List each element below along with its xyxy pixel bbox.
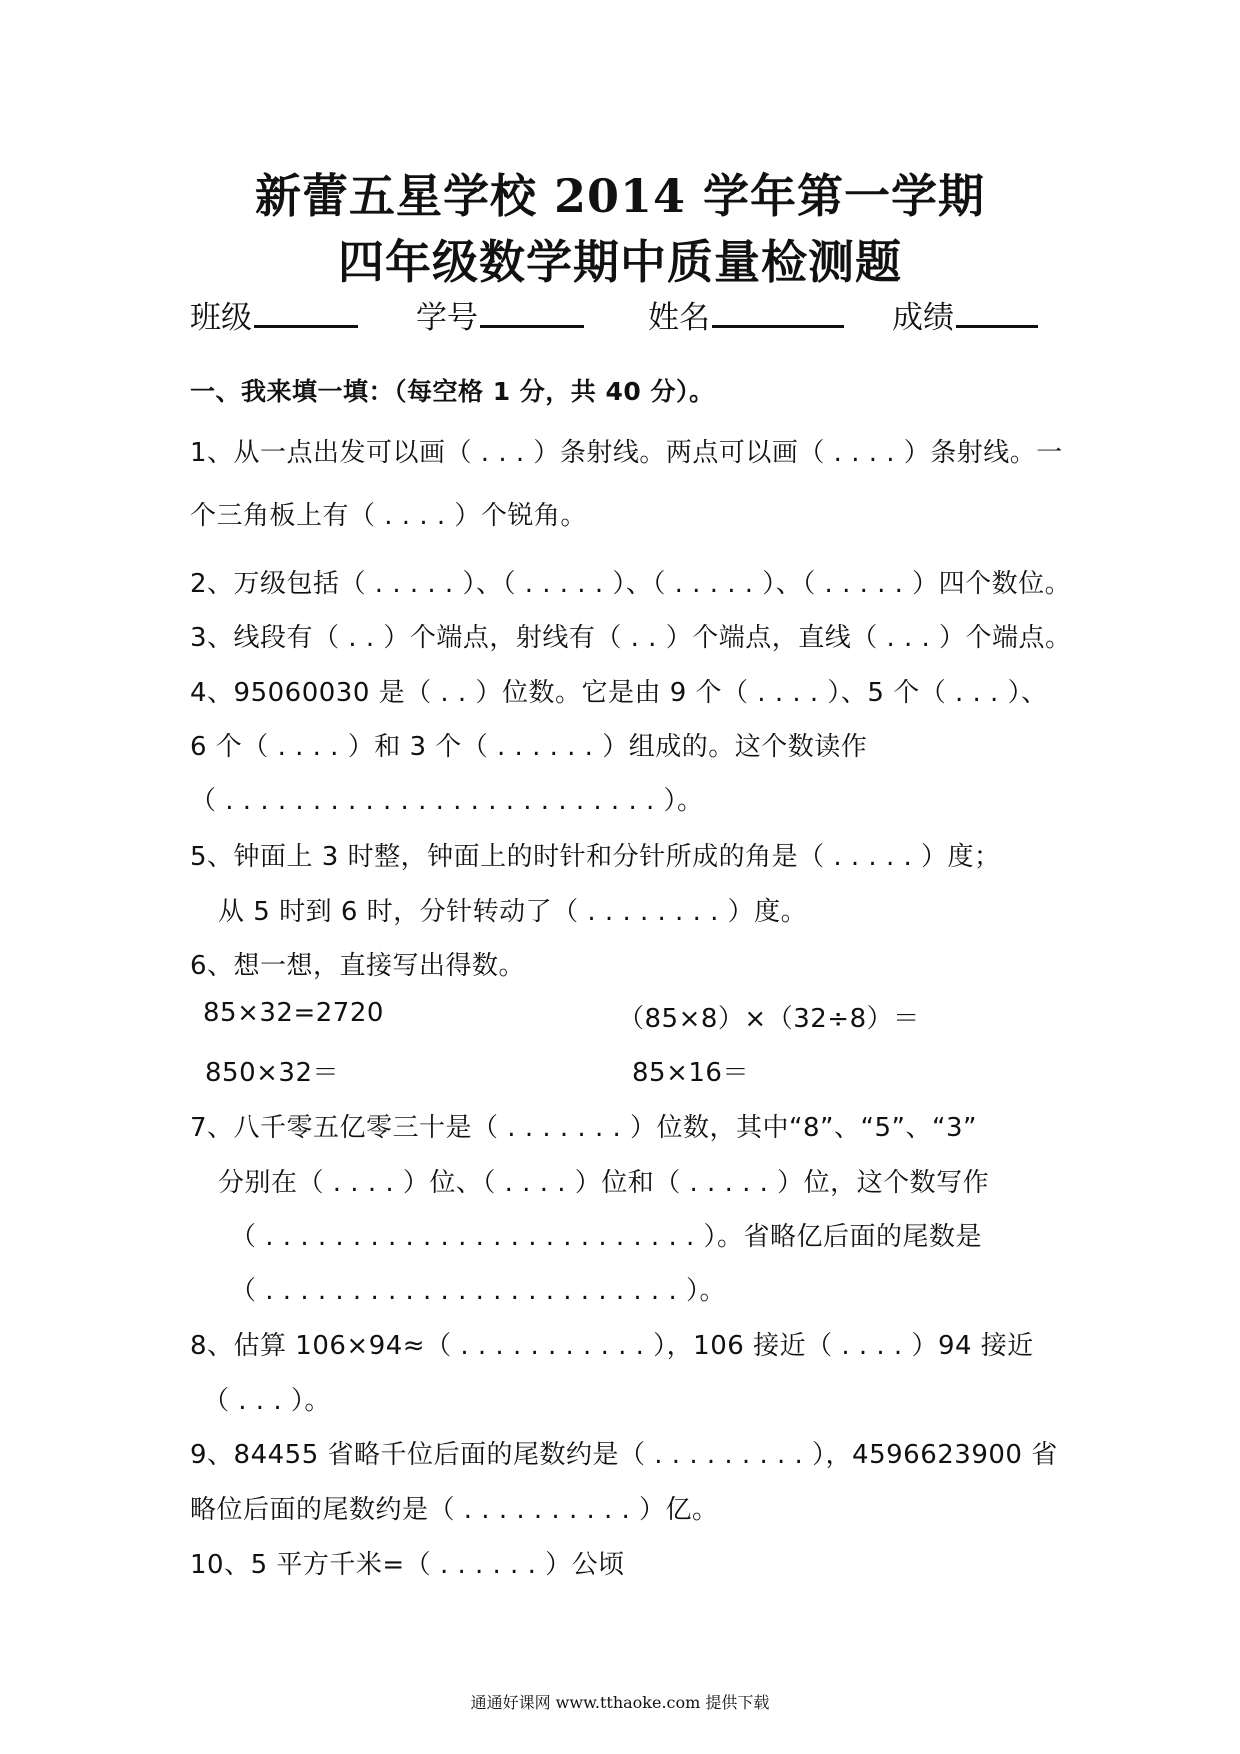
question-7-line-4: （ . . . . . . . . . . . . . . . . . . . . . . . . ）。 <box>230 1276 726 1306</box>
question-4-line-3: （ . . . . . . . . . . . . . . . . . . . . . . . . . ）。 <box>190 786 704 816</box>
question-5-line-1: 5、钟面上 3 时整，钟面上的时针和分针所成的角是（ . . . . . ）度； <box>190 842 1001 872</box>
question-6-item-b: （85×8）×（32÷8）＝ <box>618 1004 920 1034</box>
question-7-line-3: （ . . . . . . . . . . . . . . . . . . . . . . . . . ）。省略亿后面的尾数是 <box>230 1222 982 1252</box>
question-10: 10、5 平方千米=（ . . . . . . ）公顷 <box>190 1550 625 1580</box>
score-blank-line[interactable] <box>956 297 1038 328</box>
question-1-line-2: 个三角板上有（ . . . . ）个锐角。 <box>190 501 587 531</box>
score-label: 成绩 <box>892 300 954 336</box>
class-blank-line[interactable] <box>254 297 358 328</box>
student-no-blank-line[interactable] <box>480 297 584 328</box>
question-8-line-1: 8、估算 106×94≈（ . . . . . . . . . . . ），106 接近（ . . . . ）94 接近 <box>190 1331 1034 1361</box>
student-no-label: 学号 <box>416 300 478 336</box>
question-6-item-a: 85×32=2720 <box>203 998 384 1028</box>
class-field <box>190 292 358 337</box>
name-field <box>648 292 844 337</box>
question-7-line-2: 分别在（ . . . . ）位、（ . . . . ）位和（ . . . . . ）位，这个数写作 <box>218 1168 990 1198</box>
section-1-heading: 一、我来填一填：（每空格 1 分，共 40 分）。 <box>190 377 715 406</box>
exam-title-line-2: 四年级数学期中质量检测题 <box>338 235 902 289</box>
question-4-line-1: 4、95060030 是（ . . ）位数。它是由 9 个（ . . . . ）、5 个（ . . . ）、 <box>190 678 1048 708</box>
question-5-line-2: 从 5 时到 6 时，分针转动了（ . . . . . . . . ）度。 <box>218 897 808 927</box>
class-label: 班级 <box>190 300 252 336</box>
question-3: 3、线段有（ . . ）个端点，射线有（ . . ）个端点，直线（ . . . ）个端点。 <box>190 623 1072 653</box>
question-2: 2、万级包括（ . . . . . ）、（ . . . . . ）、（ . . . . . ）、（ . . . . . ）四个数位。 <box>190 569 1072 599</box>
name-label: 姓名 <box>648 300 710 336</box>
question-4-line-2: 6 个（ . . . . ）和 3 个（ . . . . . . ）组成的。这个数读作 <box>190 732 868 762</box>
exam-title-line-1: 新蕾五星学校 2014 学年第一学期 <box>254 169 986 223</box>
question-6-item-d: 85×16＝ <box>632 1058 749 1088</box>
question-6: 6、想一想，直接写出得数。 <box>190 951 526 981</box>
student-no-field <box>416 292 584 337</box>
student-info-row <box>190 292 1060 338</box>
question-7-line-1: 7、八千零五亿零三十是（ . . . . . . . ）位数，其中“8”、“5”、“3” <box>190 1113 977 1143</box>
question-8-line-2: （ . . . ）。 <box>203 1386 331 1416</box>
name-blank-line[interactable] <box>712 297 844 328</box>
question-6-item-c: 850×32＝ <box>205 1058 339 1088</box>
footer-download-credit: 通通好课网 www.tthaoke.com 提供下载 <box>470 1693 770 1712</box>
question-1-line-1: 1、从一点出发可以画（ . . . ）条射线。两点可以画（ . . . . ）条射线。一 <box>190 438 1063 468</box>
question-9-line-2: 略位后面的尾数约是（ . . . . . . . . . . ）亿。 <box>190 1495 719 1525</box>
question-9-line-1: 9、84455 省略千位后面的尾数约是（ . . . . . . . . . ），4596623900 省 <box>190 1440 1058 1470</box>
score-field <box>892 292 1038 337</box>
